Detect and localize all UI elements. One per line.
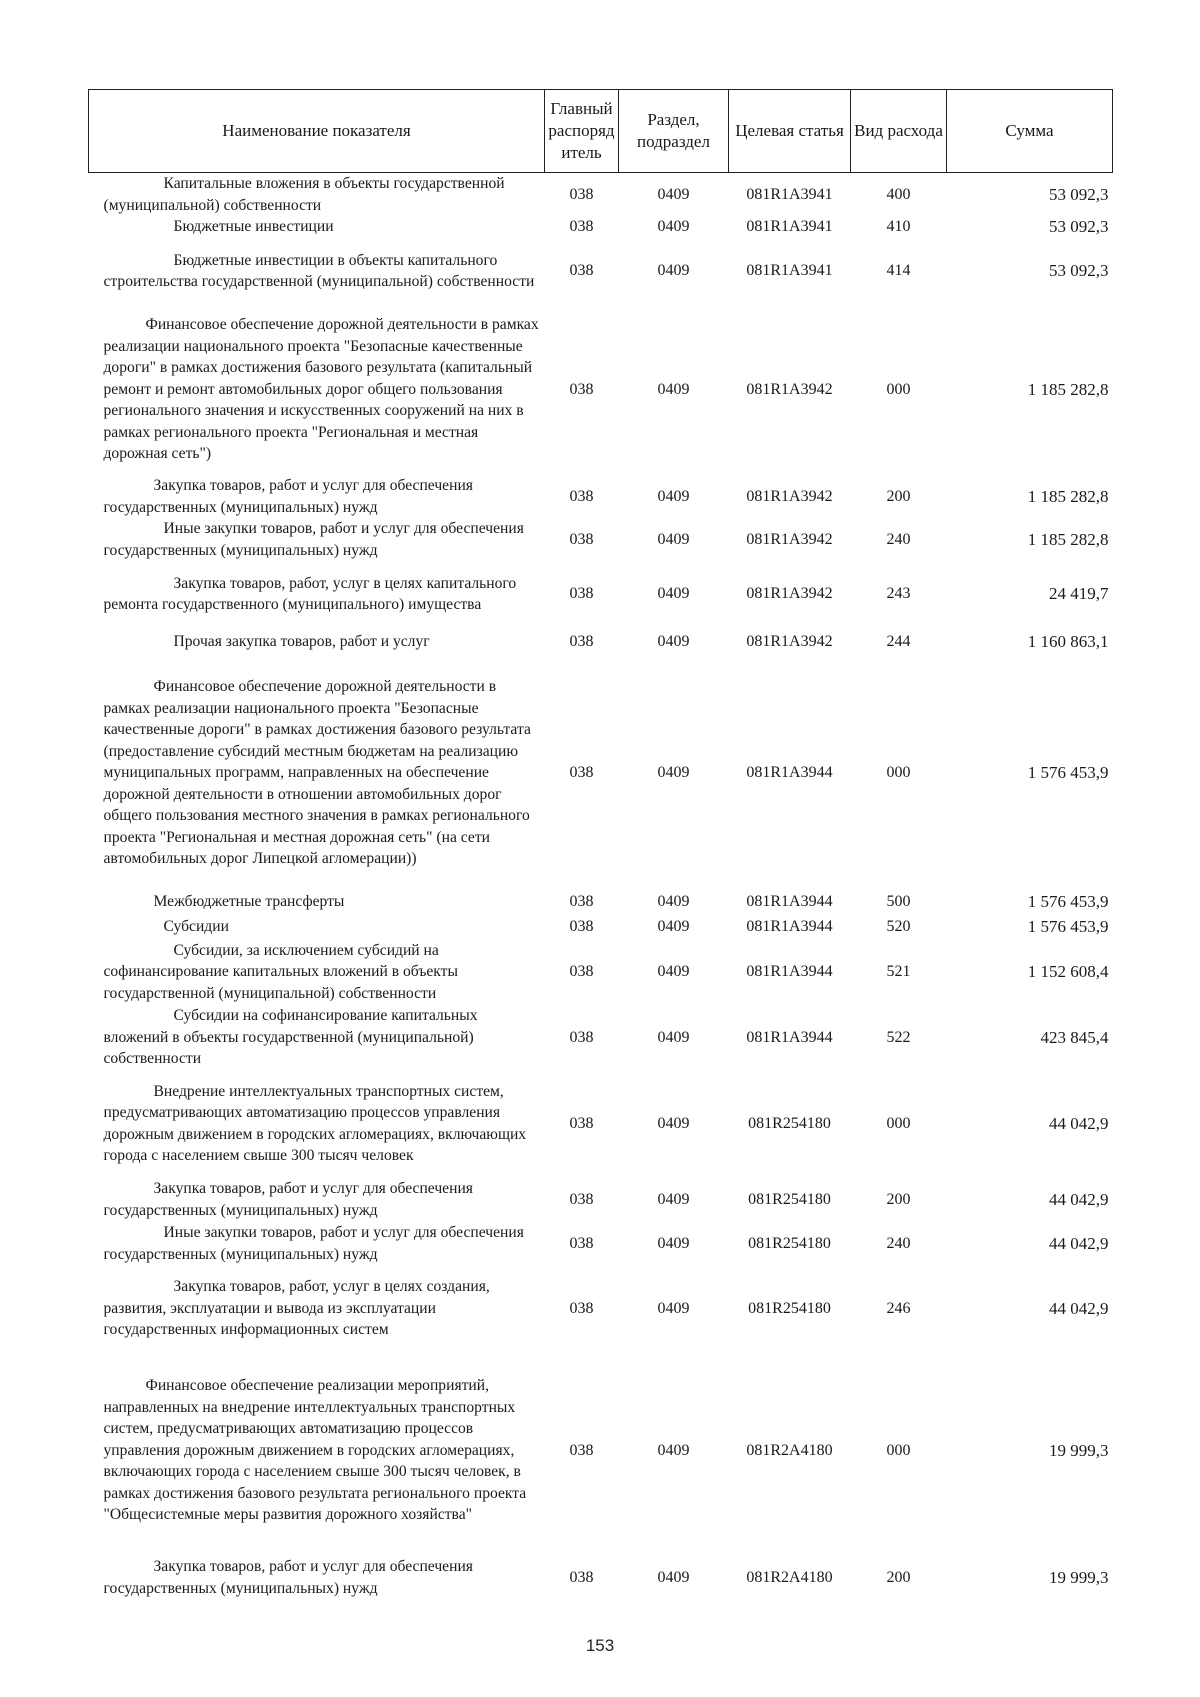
row-grbs: 038	[569, 530, 594, 548]
row-grbs: 038	[569, 963, 594, 981]
row-sum: 44 042,9	[1049, 1189, 1109, 1209]
row-name: Субсидии на софинансирование капитальных вложений в объекты государственной (муниципальной) собственности	[103, 1007, 478, 1067]
row-grbs: 038	[569, 1114, 594, 1132]
row-name: Финансовое обеспечение реализации мероприятий, направленных на внедрение интеллектуальных транспортных систем, предусматривающих автоматизацию процессов управления дорожным движением в городских агломерациях, включающих города с населением свыше 300 тысяч человек, в рамках достижения базового результата регионального проекта "Общесистемные меры развития дорожного хозяйства"	[103, 1377, 527, 1524]
row-name: Межбюджетные трансферты	[153, 893, 345, 911]
row-section: 0409	[657, 893, 690, 911]
row-target: 081R1A3944	[746, 1028, 833, 1046]
header-section: Раздел, подраздел	[619, 90, 729, 173]
budget-table	[88, 89, 1113, 1606]
row-name: Закупка товаров, работ, услуг в целях капитального ремонта государственного (муниципального) имущества	[103, 574, 517, 613]
row-expense-type: 000	[886, 380, 911, 398]
row-section: 0409	[657, 380, 690, 398]
row-sum: 1 185 282,8	[1027, 379, 1109, 399]
table-header-row	[89, 90, 1113, 173]
row-grbs: 038	[569, 585, 594, 603]
row-expense-type: 240	[886, 1234, 911, 1252]
row-name: Субсидии	[163, 918, 229, 936]
table-row	[89, 1222, 1113, 1266]
table-row	[89, 561, 1113, 627]
table-row	[89, 1070, 1113, 1178]
row-section: 0409	[657, 1441, 690, 1459]
table-row	[89, 1352, 1113, 1550]
row-target: 081R254180	[748, 1114, 831, 1132]
row-name: Внедрение интеллектуальных транспортных систем, предусматривающих автоматизацию процессов управления дорожным движением в городских агломерациях, включающих города с населением свыше 300 тысяч человек	[103, 1082, 527, 1164]
row-grbs: 038	[569, 1568, 594, 1586]
table-row	[89, 216, 1113, 238]
row-expense-type: 200	[886, 487, 911, 505]
table-row	[89, 238, 1113, 304]
page-number: 153	[585, 1636, 615, 1655]
row-name: Прочая закупка товаров, работ и услуг	[173, 633, 430, 651]
row-section: 0409	[657, 1190, 690, 1208]
row-expense-type: 200	[886, 1568, 911, 1586]
row-grbs: 038	[569, 487, 594, 505]
row-sum: 19 999,3	[1049, 1440, 1109, 1460]
row-section: 0409	[657, 487, 690, 505]
row-expense-type: 200	[886, 1190, 911, 1208]
row-target: 081R1A3942	[746, 530, 833, 548]
table-row	[89, 627, 1113, 657]
row-grbs: 038	[569, 1234, 594, 1252]
row-target: 081R254180	[748, 1190, 831, 1208]
row-target: 081R1A3941	[746, 218, 833, 236]
row-section: 0409	[657, 530, 690, 548]
row-section: 0409	[657, 1299, 690, 1317]
row-name: Субсидии, за исключением субсидий на софинансирование капитальных вложений в объекты государственной (муниципальной) собственности	[103, 941, 458, 1002]
header-name: Наименование показателя	[89, 90, 545, 173]
row-name: Иные закупки товаров, работ и услуг для обеспечения государственных (муниципальных) нужд	[103, 520, 524, 559]
table-row	[89, 1550, 1113, 1606]
row-sum: 24 419,7	[1049, 584, 1109, 604]
row-name: Закупка товаров, работ, услуг в целях создания, развития, эксплуатации и вывода из эксплуатации государственных информационных систем	[103, 1278, 490, 1339]
table-row	[89, 1005, 1113, 1070]
row-target: 081R1A3944	[746, 893, 833, 911]
row-sum: 1 185 282,8	[1027, 486, 1109, 506]
header-target: Целевая статья	[729, 90, 851, 173]
row-name: Закупка товаров, работ и услуг для обеспечения государственных (муниципальных) нужд	[103, 477, 473, 516]
row-expense-type: 500	[886, 893, 911, 911]
row-section: 0409	[657, 633, 690, 651]
row-grbs: 038	[569, 633, 594, 651]
row-sum: 1 576 453,9	[1027, 763, 1109, 783]
row-section: 0409	[657, 1568, 690, 1586]
row-sum: 19 999,3	[1049, 1567, 1109, 1587]
row-expense-type: 521	[886, 963, 911, 981]
row-section: 0409	[657, 1234, 690, 1252]
row-sum: 53 092,3	[1049, 184, 1109, 204]
row-name: Финансовое обеспечение дорожной деятельности в рамках реализации национального проекта "Безопасные качественные дороги" в рамках достижения базового результата (предоставление субсидий местным бюджетам на реализацию муниципальных программ, направленных на обеспечение дорожной деятельности в отношении автомобильных дорог общего пользования местного значения в рамках регионального проекта "Региональная и местная дорожная сеть" (на сети автомобильных дорог Липецкой агломерации))	[103, 678, 531, 868]
row-grbs: 038	[569, 1441, 594, 1459]
row-sum: 1 185 282,8	[1027, 529, 1109, 549]
table-row	[89, 889, 1113, 915]
row-sum: 44 042,9	[1049, 1113, 1109, 1133]
table-row	[89, 915, 1113, 939]
row-sum: 1 576 453,9	[1027, 892, 1109, 912]
row-expense-type: 000	[886, 1441, 911, 1459]
row-name: Финансовое обеспечение дорожной деятельности в рамках реализации национального проекта "Безопасные качественные дороги" в рамках достижения базового результата (капитальный ремонт и ремонт автомобильных дорог общего пользования регионального значения и искусственных сооружений на них в рамках регионального проекта "Региональная и местная дорожная сеть")	[103, 316, 539, 463]
row-target: 081R1A3942	[746, 380, 833, 398]
row-grbs: 038	[569, 218, 594, 236]
row-target: 081R254180	[748, 1234, 831, 1252]
row-expense-type: 400	[886, 185, 911, 203]
table-row	[89, 939, 1113, 1005]
row-name: Иные закупки товаров, работ и услуг для обеспечения государственных (муниципальных) нужд	[103, 1224, 524, 1263]
table-row	[89, 657, 1113, 889]
row-section: 0409	[657, 185, 690, 203]
row-name: Капитальные вложения в объекты государственной (муниципальной) собственности	[103, 175, 505, 214]
row-sum: 1 576 453,9	[1027, 917, 1109, 937]
row-expense-type: 244	[886, 633, 911, 651]
row-grbs: 038	[569, 764, 594, 782]
row-section: 0409	[657, 1028, 690, 1046]
row-grbs: 038	[569, 1028, 594, 1046]
row-name: Бюджетные инвестиции в объекты капитального строительства государственной (муниципальной) собственности	[103, 251, 535, 290]
row-name: Бюджетные инвестиции	[173, 218, 334, 236]
table-row	[89, 1178, 1113, 1222]
row-expense-type: 000	[886, 764, 911, 782]
row-sum: 53 092,3	[1049, 261, 1109, 281]
row-expense-type: 240	[886, 530, 911, 548]
row-section: 0409	[657, 918, 690, 936]
row-target: 081R1A3944	[746, 918, 833, 936]
row-section: 0409	[657, 585, 690, 603]
row-sum: 44 042,9	[1049, 1233, 1109, 1253]
row-target: 081R1A3941	[746, 185, 833, 203]
row-sum: 423 845,4	[1040, 1027, 1109, 1047]
table-row	[89, 304, 1113, 475]
row-expense-type: 410	[886, 218, 911, 236]
row-sum: 1 160 863,1	[1027, 632, 1109, 652]
table-row	[89, 518, 1113, 561]
row-section: 0409	[657, 218, 690, 236]
row-section: 0409	[657, 262, 690, 280]
row-grbs: 038	[569, 380, 594, 398]
row-target: 081R254180	[748, 1299, 831, 1317]
row-grbs: 038	[569, 918, 594, 936]
row-target: 081R1A3941	[746, 262, 833, 280]
row-target: 081R2A4180	[746, 1568, 833, 1586]
row-expense-type: 243	[886, 585, 911, 603]
row-expense-type: 414	[886, 262, 911, 280]
row-target: 081R2A4180	[746, 1441, 833, 1459]
header-sum: Сумма	[947, 90, 1113, 173]
row-section: 0409	[657, 764, 690, 782]
row-sum: 53 092,3	[1049, 217, 1109, 237]
row-target: 081R1A3942	[746, 585, 833, 603]
row-section: 0409	[657, 1114, 690, 1132]
header-grbs: Главный распоряд итель	[545, 90, 619, 173]
row-grbs: 038	[569, 185, 594, 203]
table-row	[89, 1266, 1113, 1352]
row-target: 081R1A3942	[746, 633, 833, 651]
row-expense-type: 520	[886, 918, 911, 936]
table-row	[89, 475, 1113, 518]
row-target: 081R1A3944	[746, 764, 833, 782]
table-row	[89, 173, 1113, 217]
row-grbs: 038	[569, 893, 594, 911]
row-section: 0409	[657, 963, 690, 981]
row-grbs: 038	[569, 1190, 594, 1208]
row-sum: 1 152 608,4	[1027, 962, 1109, 982]
row-name: Закупка товаров, работ и услуг для обеспечения государственных (муниципальных) нужд	[103, 1558, 473, 1597]
row-grbs: 038	[569, 1299, 594, 1317]
row-sum: 44 042,9	[1049, 1298, 1109, 1318]
row-target: 081R1A3944	[746, 963, 833, 981]
row-expense-type: 522	[886, 1028, 911, 1046]
header-expense-type: Вид расхода	[851, 90, 947, 173]
row-expense-type: 000	[886, 1114, 911, 1132]
row-grbs: 038	[569, 262, 594, 280]
row-name: Закупка товаров, работ и услуг для обеспечения государственных (муниципальных) нужд	[103, 1180, 473, 1219]
row-target: 081R1A3942	[746, 487, 833, 505]
row-expense-type: 246	[886, 1299, 911, 1317]
